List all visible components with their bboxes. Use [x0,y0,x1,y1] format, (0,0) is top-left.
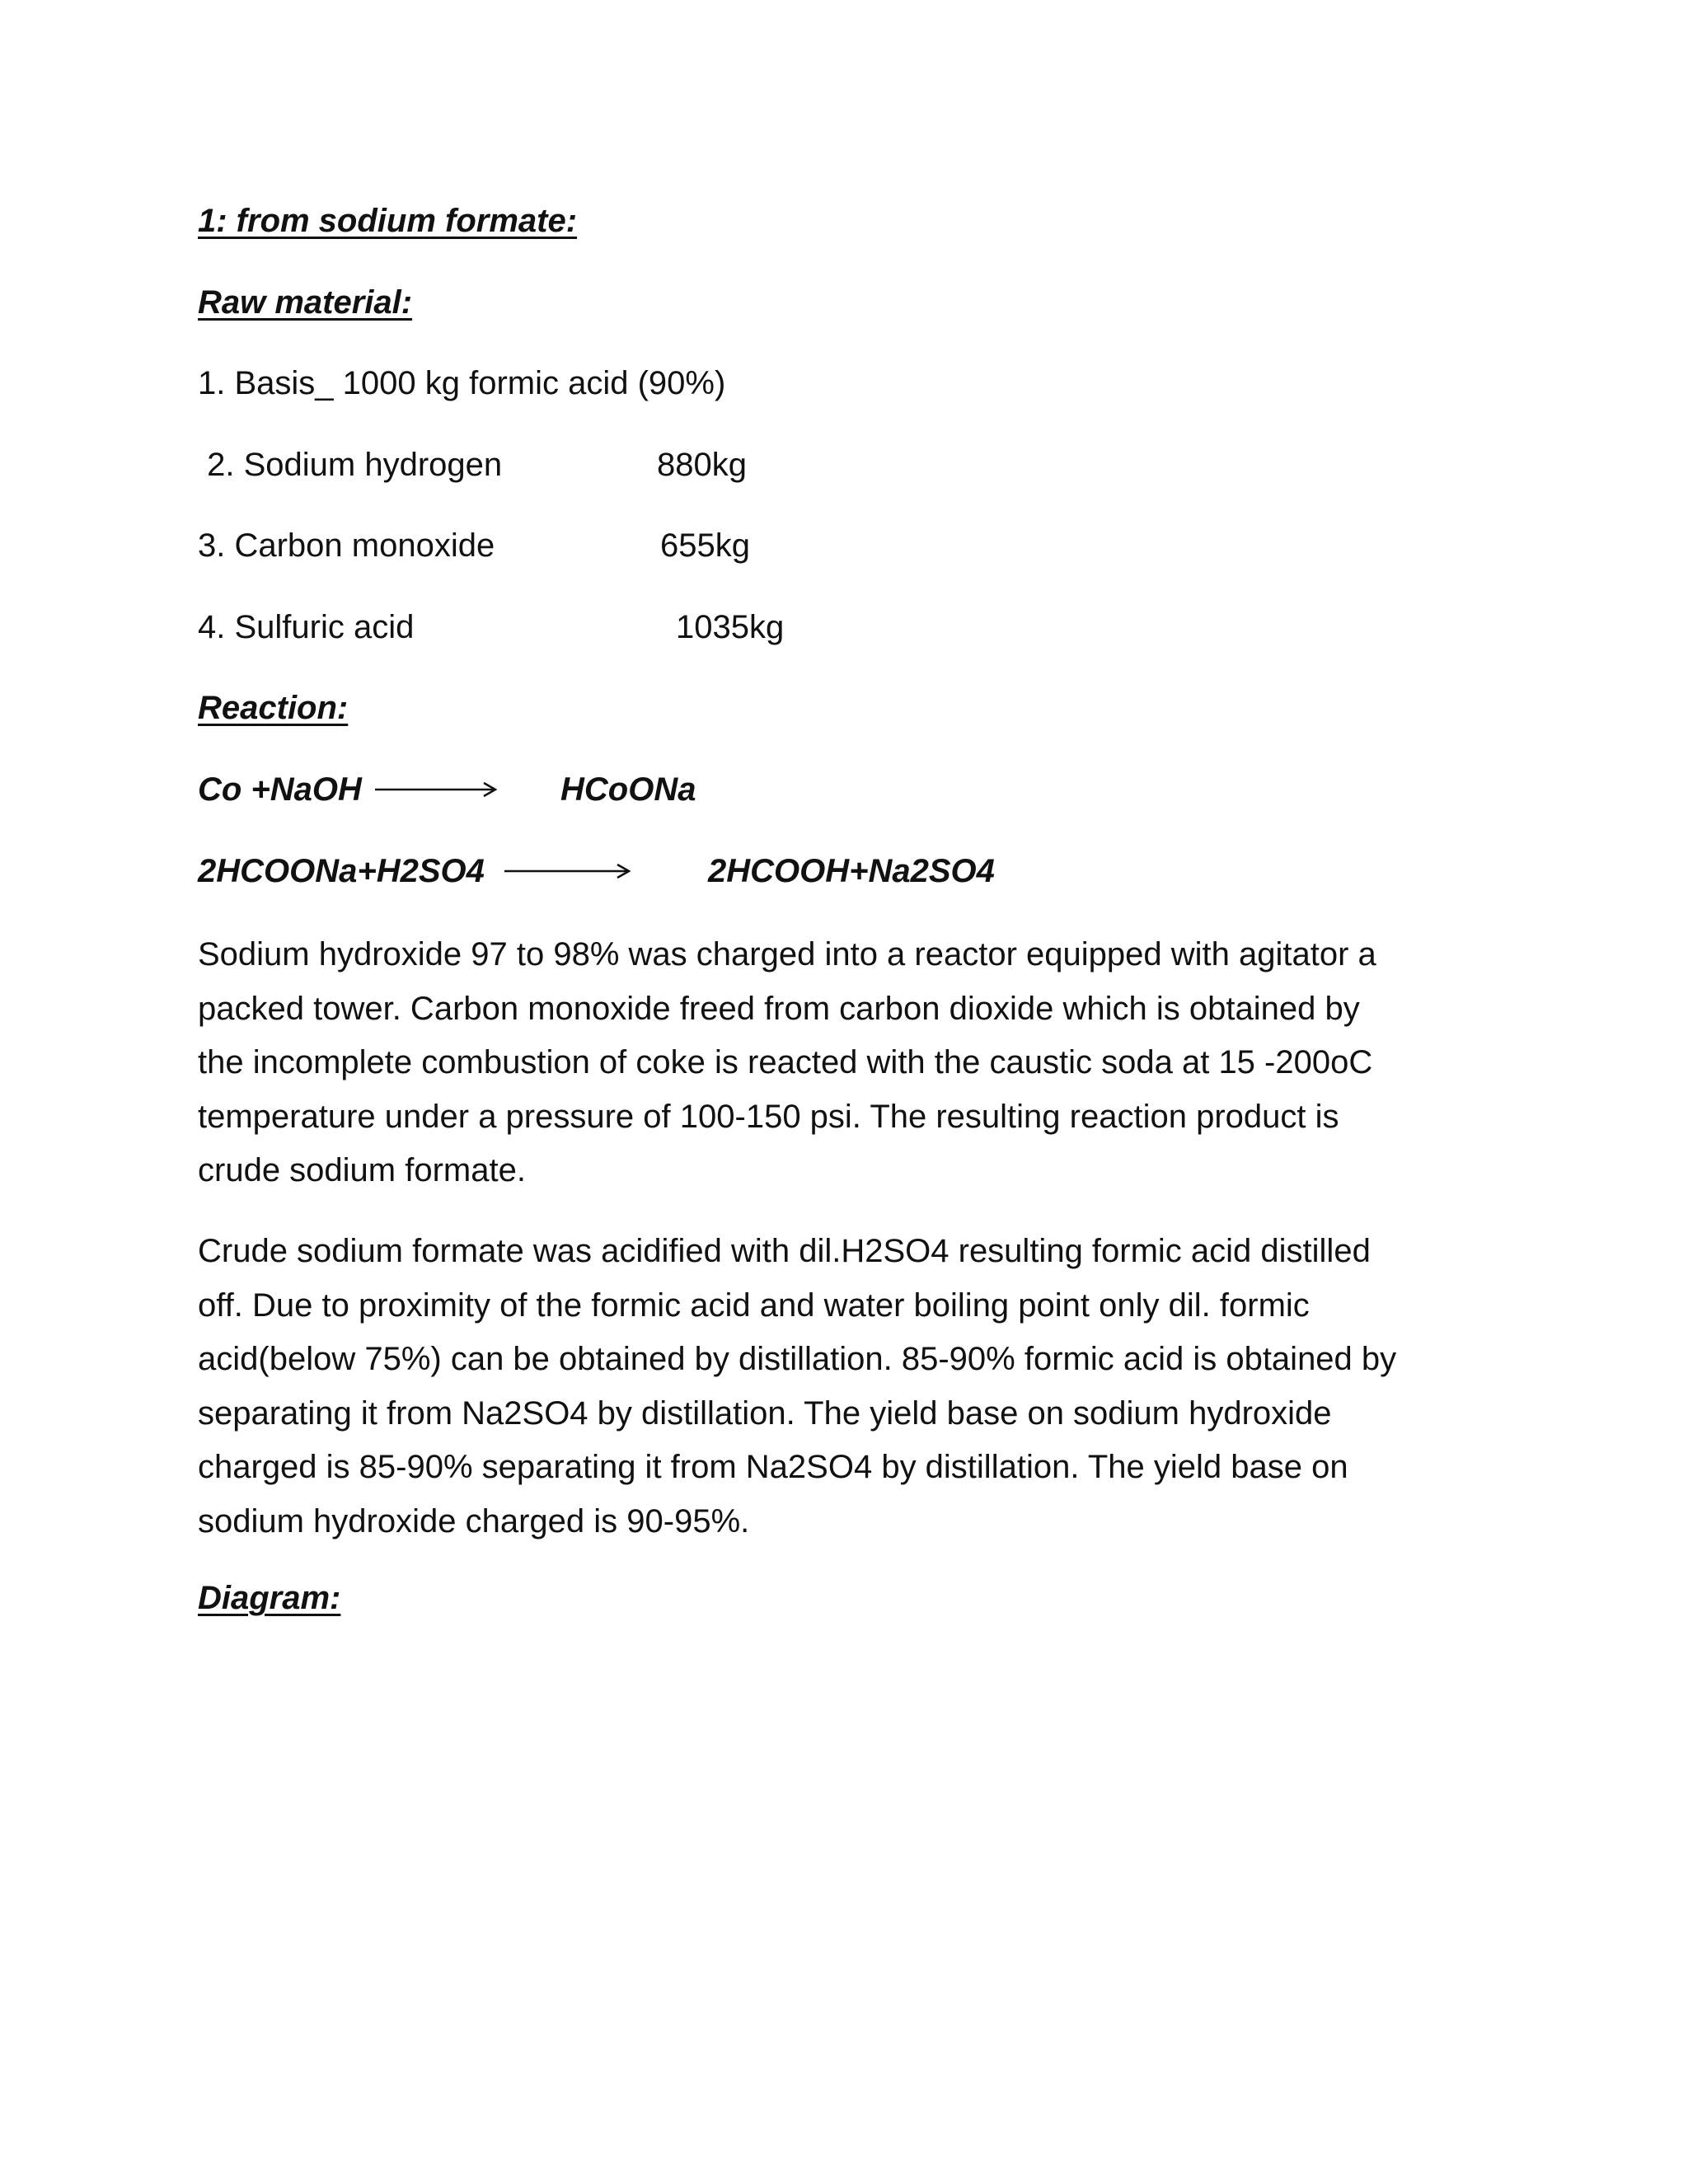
paragraph-line: separating it from Na2SO4 by distillation. The yield base on sodium hydroxide [198,1394,1332,1432]
raw-material-item-3: 3. Carbon monoxide [198,527,495,564]
paragraph-line: packed tower. Carbon monoxide freed from carbon dioxide which is obtained by [198,990,1360,1027]
diagram-heading: Diagram: [198,1580,341,1616]
paragraph-line: sodium hydroxide charged is 90-95%. [198,1502,750,1540]
raw-material-item-1: 1. Basis_ 1000 kg formic acid (90%) [198,365,726,401]
paragraph-line: off. Due to proximity of the formic acid and water boiling point only dil. formic [198,1286,1310,1324]
reaction-arrow-icon [504,861,632,881]
paragraph-line: the incomplete combustion of coke is reacted with the caustic soda at 15 -200oC [198,1044,1373,1080]
reaction-heading: Reaction: [198,690,349,726]
raw-material-qty-4: 1035kg [676,609,785,645]
paragraph-line: charged is 85-90% separating it from Na2SO4 by distillation. The yield base on [198,1449,1348,1485]
paragraph-1 [198,928,1500,1198]
raw-material-item-4: 4. Sulfuric acid [198,609,415,645]
paragraph-line: Sodium hydroxide 97 to 98% was charged into a reactor equipped with agitator a [198,936,1376,972]
paragraph-line: acid(below 75%) can be obtained by distillation. 85-90% formic acid is obtained by [198,1341,1397,1377]
equation-2-products: 2HCOOH+Na2SO4 [708,853,995,889]
raw-material-heading: Raw material: [198,284,413,321]
paragraph-line: temperature under a pressure of 100-150 psi. The resulting reaction product is [198,1098,1339,1135]
paragraph-2 [198,1225,1500,1549]
raw-material-qty-2: 880kg [657,447,747,483]
reaction-arrow-icon [375,780,499,799]
section-title: 1: from sodium formate: [198,203,578,239]
equation-2-reactants: 2HCOONa+H2SO4 [198,853,485,889]
equation-1-reactants: Co +NaOH [198,771,362,808]
raw-material-item-2: 2. Sodium hydrogen [198,447,503,483]
paragraph-line: crude sodium formate. [198,1152,526,1188]
raw-material-qty-3: 655kg [660,527,750,564]
paragraph-line: Crude sodium formate was acidified with dil.H2SO4 resulting formic acid distilled [198,1233,1371,1269]
equation-1-products: HCoONa [560,771,696,808]
